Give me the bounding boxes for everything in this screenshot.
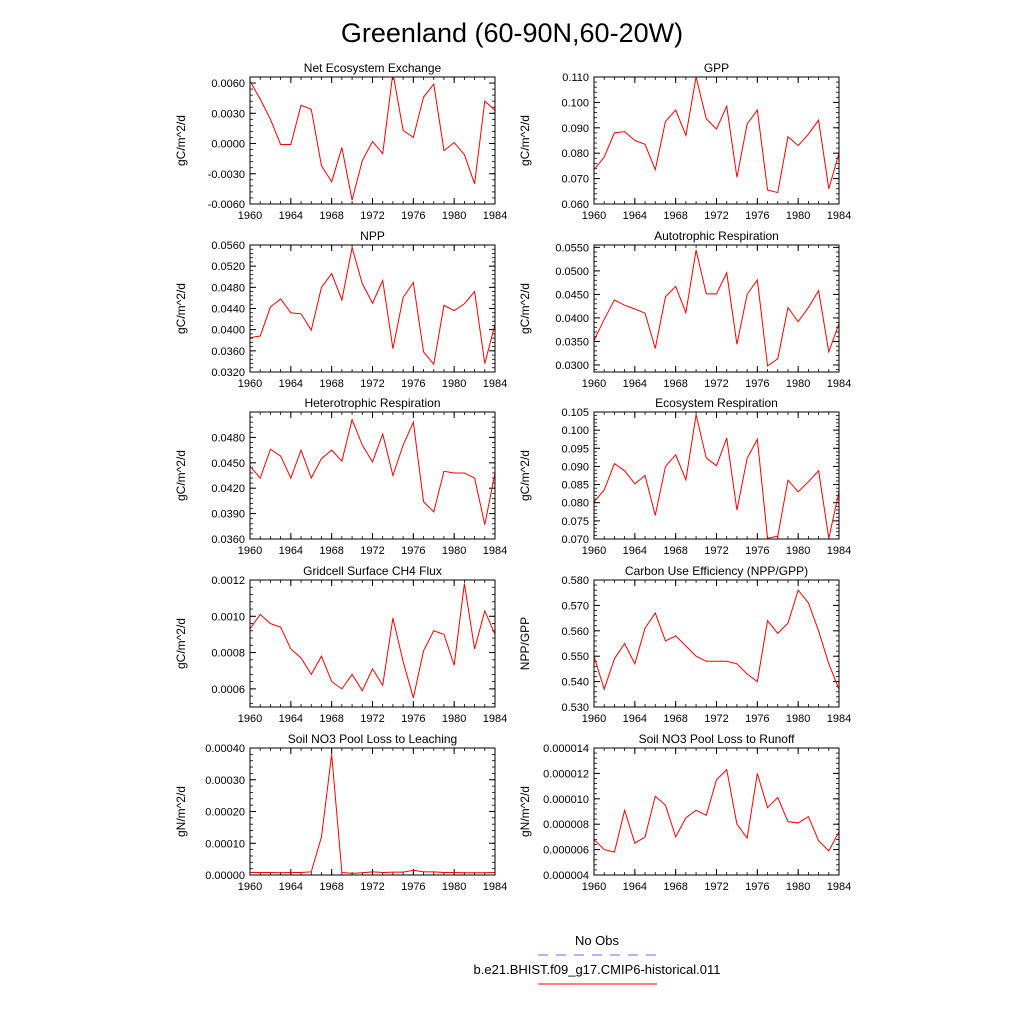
- x-tick-label: 1968: [663, 545, 688, 557]
- y-tick-label: 0.090: [561, 122, 589, 135]
- x-tick-label: 1964: [622, 210, 648, 222]
- panel-title: Soil NO3 Pool Loss to Runoff: [638, 732, 795, 746]
- x-tick-label: 1960: [237, 210, 263, 222]
- x-tick-label: 1980: [785, 210, 811, 222]
- y-tick-label: 0.0030: [211, 108, 245, 121]
- x-tick-label: 1984: [482, 881, 508, 893]
- y-tick-label: -0.0060: [207, 199, 245, 211]
- y-tick-label: 0.110: [562, 72, 589, 84]
- panel-title: Soil NO3 Pool Loss to Leaching: [287, 732, 458, 746]
- x-tick-label: 1960: [581, 545, 607, 557]
- x-tick-label: 1984: [826, 713, 852, 725]
- y-tick-label: 0.530: [561, 702, 589, 714]
- panel-autotrophic-respiration: [518, 229, 851, 390]
- x-tick-label: 1972: [360, 881, 385, 893]
- x-tick-label: 1984: [826, 545, 852, 557]
- y-axis-label: gC/m^2/d: [518, 283, 532, 334]
- panel-npp: [174, 229, 507, 390]
- y-tick-label: 0.085: [561, 479, 589, 492]
- x-tick-label: 1968: [319, 210, 344, 222]
- y-tick-label: 0.0010: [211, 611, 245, 624]
- x-tick-label: 1968: [319, 881, 344, 893]
- x-tick-label: 1976: [745, 210, 770, 222]
- y-tick-label: 0.0350: [555, 336, 589, 349]
- x-tick-label: 1976: [401, 881, 426, 893]
- x-tick-label: 1964: [278, 881, 304, 893]
- plot-frame: [594, 580, 839, 707]
- x-tick-label: 1976: [745, 713, 770, 725]
- y-axis-label: gC/m^2/d: [174, 115, 188, 166]
- x-tick-label: 1964: [278, 713, 304, 725]
- x-tick-label: 1964: [278, 378, 304, 390]
- panel-heterotrophic-respiration: [174, 396, 507, 557]
- x-tick-label: 1980: [785, 545, 811, 557]
- plot-frame: [594, 245, 839, 372]
- x-tick-label: 1972: [704, 881, 729, 893]
- x-tick-label: 1980: [441, 881, 467, 893]
- series-line-ecosystem-respiration: [594, 415, 839, 538]
- x-tick-label: 1968: [663, 378, 688, 390]
- y-tick-label: 0.0480: [211, 432, 245, 445]
- series-line-gpp: [594, 77, 839, 193]
- y-tick-label: 0.000006: [543, 844, 589, 857]
- y-tick-label: 0.000004: [543, 870, 589, 882]
- x-tick-label: 1960: [237, 545, 263, 557]
- series-line-carbon-use-efficiency-npp-gpp: [594, 590, 839, 689]
- x-tick-label: 1960: [237, 713, 263, 725]
- y-axis-label: gC/m^2/d: [174, 618, 188, 669]
- plot-frame: [250, 77, 495, 204]
- x-tick-label: 1964: [622, 713, 648, 725]
- x-tick-label: 1976: [401, 210, 426, 222]
- panel-title: GPP: [703, 61, 730, 75]
- x-tick-label: 1972: [704, 210, 729, 222]
- x-tick-label: 1972: [360, 713, 385, 725]
- y-tick-label: 0.0400: [555, 312, 589, 325]
- y-tick-label: 0.0440: [211, 303, 245, 316]
- x-tick-label: 1968: [319, 713, 344, 725]
- y-tick-label: 0.000014: [543, 743, 589, 755]
- x-tick-label: 1984: [482, 713, 508, 725]
- legend-label-no-obs: No Obs: [574, 933, 620, 948]
- y-tick-label: 0.075: [561, 515, 589, 528]
- series-line-soil-no3-pool-loss-to-leaching: [250, 754, 495, 873]
- plot-frame: [250, 412, 495, 539]
- y-tick-label: 0.080: [561, 497, 589, 510]
- x-tick-label: 1968: [663, 881, 688, 893]
- x-tick-label: 1964: [278, 210, 304, 222]
- plot-frame: [250, 580, 495, 707]
- x-tick-label: 1960: [581, 210, 607, 222]
- x-tick-label: 1984: [482, 545, 508, 557]
- y-tick-label: 0.095: [561, 443, 589, 456]
- y-tick-label: 0.00020: [205, 806, 245, 819]
- series-line-net-ecosystem-exchange: [250, 73, 495, 200]
- plot-frame: [250, 245, 495, 372]
- x-tick-label: 1960: [581, 713, 607, 725]
- x-tick-label: 1960: [581, 378, 607, 390]
- y-tick-label: 0.00040: [205, 743, 245, 755]
- y-axis-label: gN/m^2/d: [174, 786, 188, 837]
- y-tick-label: 0.060: [561, 199, 589, 211]
- x-tick-label: 1980: [441, 378, 467, 390]
- y-axis-label: gC/m^2/d: [174, 283, 188, 334]
- x-tick-label: 1980: [441, 545, 467, 557]
- panel-title: Gridcell Surface CH4 Flux: [303, 564, 442, 578]
- x-tick-label: 1976: [401, 378, 426, 390]
- x-tick-label: 1972: [704, 545, 729, 557]
- y-axis-label: gC/m^2/d: [174, 450, 188, 501]
- y-tick-label: 0.0400: [211, 324, 245, 337]
- y-tick-label: 0.570: [561, 600, 589, 613]
- x-tick-label: 1976: [745, 881, 770, 893]
- y-tick-label: 0.0390: [211, 508, 245, 521]
- y-tick-label: 0.000008: [543, 819, 589, 832]
- plot-frame: [594, 748, 839, 875]
- panel-ecosystem-respiration: [518, 396, 851, 557]
- series-line-soil-no3-pool-loss-to-runoff: [594, 770, 839, 853]
- plot-frame: [250, 748, 495, 875]
- x-tick-label: 1980: [785, 378, 811, 390]
- x-tick-label: 1976: [745, 545, 770, 557]
- x-tick-label: 1976: [401, 713, 426, 725]
- y-tick-label: 0.540: [561, 676, 589, 689]
- panel-title: Heterotrophic Respiration: [304, 396, 441, 410]
- series-line-npp: [250, 248, 495, 364]
- y-tick-label: 0.070: [561, 173, 589, 186]
- x-tick-label: 1968: [663, 713, 688, 725]
- x-tick-label: 1972: [704, 713, 729, 725]
- y-tick-label: 0.0300: [555, 359, 589, 372]
- panels: [174, 61, 851, 893]
- y-tick-label: 0.0560: [211, 240, 245, 252]
- y-tick-label: 0.090: [561, 461, 589, 474]
- x-tick-label: 1984: [826, 378, 852, 390]
- x-tick-label: 1972: [360, 210, 385, 222]
- x-tick-label: 1972: [360, 378, 385, 390]
- panel-title: Net Ecosystem Exchange: [303, 61, 442, 75]
- y-axis-label: NPP/GPP: [518, 616, 532, 671]
- x-tick-label: 1972: [360, 545, 385, 557]
- panel-gridcell-surface-ch4-flux: [174, 564, 507, 725]
- x-tick-label: 1972: [704, 378, 729, 390]
- y-tick-label: 0.100: [561, 425, 589, 438]
- y-tick-label: 0.000012: [543, 768, 589, 781]
- panel-title: NPP: [360, 229, 385, 243]
- y-axis-label: gC/m^2/d: [518, 450, 532, 501]
- x-tick-label: 1968: [319, 545, 344, 557]
- y-tick-label: 0.080: [561, 148, 589, 161]
- y-tick-label: 0.0008: [211, 647, 245, 660]
- x-tick-label: 1960: [581, 881, 607, 893]
- y-tick-label: 0.0480: [211, 282, 245, 295]
- y-tick-label: 0.0320: [211, 367, 245, 379]
- panel-title: Autotrophic Respiration: [654, 229, 779, 243]
- panel-carbon-use-efficiency-npp-gpp: [518, 564, 851, 725]
- y-tick-label: 0.0360: [211, 345, 245, 358]
- x-tick-label: 1968: [663, 210, 688, 222]
- panel-net-ecosystem-exchange: [174, 61, 507, 222]
- x-tick-label: 1968: [319, 378, 344, 390]
- panel-soil-no3-pool-loss-to-runoff: [518, 732, 851, 893]
- y-axis-label: gN/m^2/d: [518, 786, 532, 837]
- legend-label-model: b.e21.BHIST.f09_g17.CMIP6-historical.011: [473, 962, 721, 977]
- y-tick-label: 0.0450: [555, 289, 589, 302]
- y-tick-label: 0.0000: [211, 138, 245, 151]
- x-tick-label: 1964: [278, 545, 304, 557]
- x-tick-label: 1980: [441, 210, 467, 222]
- y-tick-label: 0.000010: [543, 793, 589, 806]
- x-tick-label: 1984: [482, 210, 508, 222]
- y-tick-label: 0.0360: [211, 534, 245, 546]
- series-line-gridcell-surface-ch4-flux: [250, 584, 495, 698]
- x-tick-label: 1980: [441, 713, 467, 725]
- y-tick-label: 0.00030: [205, 774, 245, 787]
- panel-title: Carbon Use Efficiency (NPP/GPP): [624, 564, 809, 578]
- x-tick-label: 1984: [826, 210, 852, 222]
- y-tick-label: 0.105: [561, 407, 589, 419]
- x-tick-label: 1980: [785, 881, 811, 893]
- x-tick-label: 1980: [785, 713, 811, 725]
- x-tick-label: 1984: [826, 881, 852, 893]
- x-tick-label: 1976: [401, 545, 426, 557]
- y-tick-label: 0.100: [561, 97, 589, 110]
- y-tick-label: 0.0006: [211, 683, 245, 696]
- y-tick-label: 0.0420: [211, 483, 245, 496]
- x-tick-label: 1960: [237, 378, 263, 390]
- y-tick-label: 0.0520: [211, 261, 245, 274]
- x-tick-label: 1964: [622, 545, 648, 557]
- panel-soil-no3-pool-loss-to-leaching: [174, 732, 507, 893]
- series-line-autotrophic-respiration: [594, 250, 839, 366]
- panel-gpp: [518, 61, 851, 222]
- y-tick-label: 0.0550: [555, 242, 589, 255]
- y-tick-label: 0.0450: [211, 457, 245, 470]
- y-tick-label: 0.560: [561, 625, 589, 638]
- y-tick-label: 0.0060: [211, 78, 245, 91]
- y-tick-label: 0.070: [561, 534, 589, 546]
- y-tick-label: 0.0012: [211, 575, 245, 587]
- main-title: Greenland (60-90N,60-20W): [340, 18, 684, 48]
- y-axis-label: gC/m^2/d: [518, 115, 532, 166]
- plot-frame: [594, 412, 839, 539]
- x-tick-label: 1976: [745, 378, 770, 390]
- x-tick-label: 1964: [622, 881, 648, 893]
- x-tick-label: 1984: [482, 378, 508, 390]
- y-tick-label: -0.0030: [207, 168, 245, 181]
- y-tick-label: 0.00000: [205, 870, 245, 882]
- y-tick-label: 0.0500: [555, 265, 589, 278]
- legend: [474, 933, 721, 984]
- series-line-heterotrophic-respiration: [250, 420, 495, 525]
- x-tick-label: 1964: [622, 378, 648, 390]
- y-tick-label: 0.00010: [205, 838, 245, 851]
- y-tick-label: 0.580: [561, 575, 589, 587]
- x-tick-label: 1960: [237, 881, 263, 893]
- panel-title: Ecosystem Respiration: [655, 396, 778, 410]
- y-tick-label: 0.550: [561, 651, 589, 664]
